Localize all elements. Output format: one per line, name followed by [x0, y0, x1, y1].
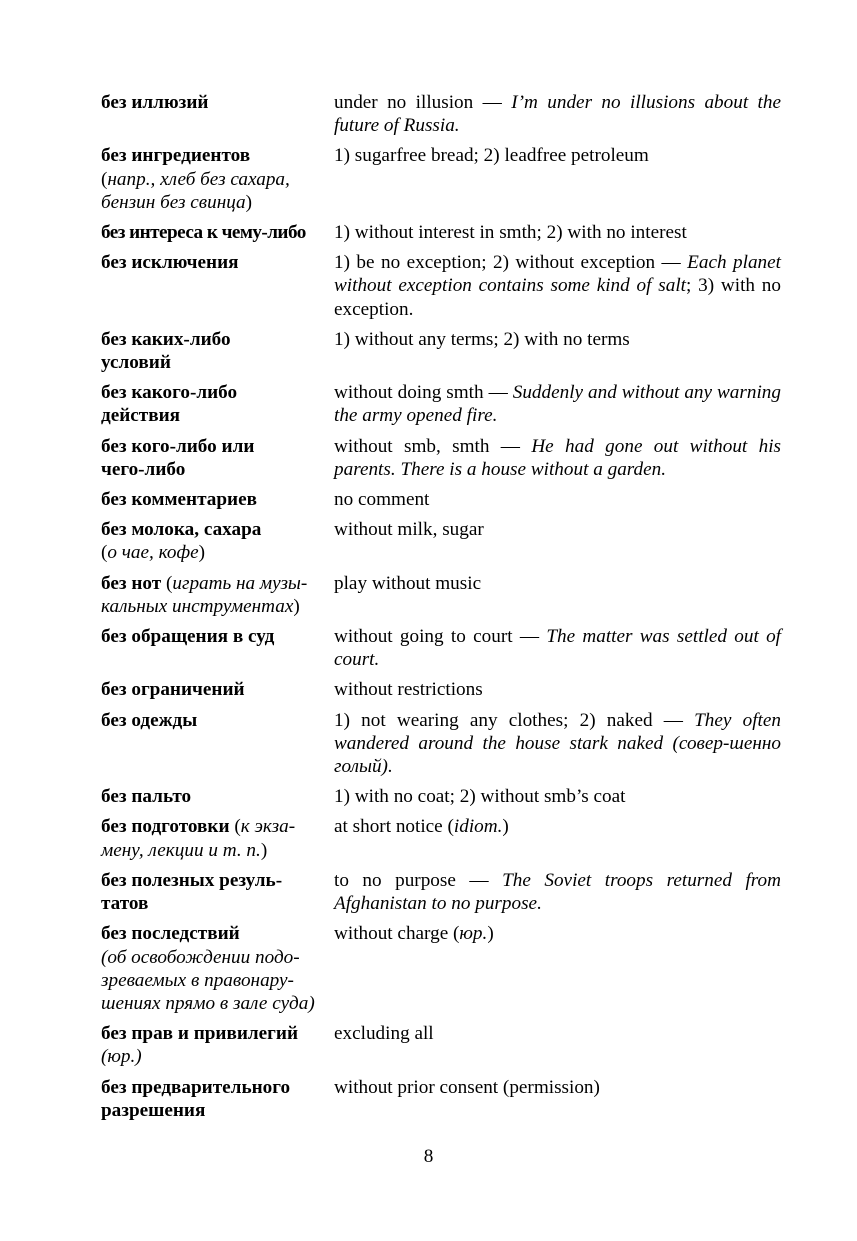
entry-term: без комментариев [101, 489, 257, 511]
entry-term: без какого-либо действия [101, 382, 238, 427]
entry-term: без последствий (об освобождении подо-зреваемых в правонару-шениях прямо в зале суда) [101, 923, 315, 1014]
entry [101, 328, 781, 374]
entry-term: без молока, сахара (о чае, кофе) [101, 519, 262, 564]
entry-term: без одежды [101, 709, 198, 731]
entry-definition: 1) be no exception; 2) without exception — Each planet without exception contains some kind of salt; 3) with no exception. [334, 252, 781, 320]
entry [101, 144, 781, 214]
entry-definition: 1) not wearing any clothes; 2) naked — They often wandered around the house stark naked (совер-шенно голый). [334, 709, 781, 778]
entry-term: без исключения [101, 252, 239, 274]
entry [101, 251, 781, 321]
entry-term: без обращения в суд [101, 626, 275, 648]
entry [101, 709, 781, 779]
entry-term: без прав и привилегий (юр.) [101, 1023, 298, 1068]
entry [101, 381, 781, 427]
entry-definition: to no purpose — The Soviet troops returned from Afghanistan to no purpose. [334, 869, 781, 915]
entry [101, 572, 781, 618]
page-number: 8 [423, 1146, 434, 1167]
entry [101, 1022, 781, 1068]
entry-definition: 1) without interest in smth; 2) with no interest [334, 222, 687, 244]
entry [101, 678, 781, 701]
entry-definition: under no illusion — I’m under no illusions about the future of Russia. [334, 92, 781, 137]
entry-definition: no comment [334, 489, 430, 511]
entry [101, 91, 781, 137]
entry [101, 518, 781, 564]
entry-definition: without going to court — The matter was settled out of court. [334, 626, 782, 671]
entry [101, 922, 781, 1015]
entry-definition: without charge (юр.) [334, 923, 494, 945]
entry [101, 815, 781, 861]
entry-term: без подготовки (к экза-мену, лекции и т. п.) [101, 816, 296, 861]
entry-term: без ограничений [101, 679, 245, 701]
entry [101, 1076, 781, 1122]
entry [101, 221, 781, 244]
entry-definition: without milk, sugar [334, 519, 484, 541]
entry-term: без предварительного разрешения [101, 1076, 291, 1121]
entry-definition: at short notice (idiom.) [334, 816, 509, 838]
entry-definition: without prior consent (permission) [334, 1076, 600, 1098]
entry [101, 488, 781, 511]
entry-definition: without doing smth — Suddenly and without any warning the army opened fire. [334, 382, 781, 427]
entry-definition: 1) without any terms; 2) with no terms [334, 328, 630, 350]
entry-term: без иллюзий [101, 92, 209, 113]
entry [101, 435, 781, 481]
entry-term: без интереса к чему-либо [101, 222, 306, 244]
entry [101, 785, 781, 808]
entry-definition: without restrictions [334, 679, 483, 701]
entry-term: без пальто [101, 786, 192, 808]
entry-term: без каких-либо условий [101, 328, 231, 374]
entry [101, 625, 781, 671]
entry-definition: 1) with no coat; 2) without smb’s coat [334, 786, 626, 808]
entry-term: без ингредиентов (напр., хлеб без сахара, бензин без свинца) [101, 145, 290, 213]
entry-term: без нот (играть на музы- кальных инструментах) [101, 572, 308, 617]
entry-definition: without smb, smth — He had gone out without his parents. There is a house without a garden. [334, 435, 781, 480]
entry-definition: 1) sugarfree bread; 2) leadfree petroleum [334, 145, 649, 167]
entry-term: без полезных резуль-татов [101, 869, 283, 915]
entry-list [101, 91, 781, 1129]
entry [101, 869, 781, 915]
entry-definition: excluding all [334, 1023, 434, 1045]
entry-definition: play without music [334, 572, 482, 594]
entry-term: без кого-либо или чего-либо [101, 435, 255, 480]
